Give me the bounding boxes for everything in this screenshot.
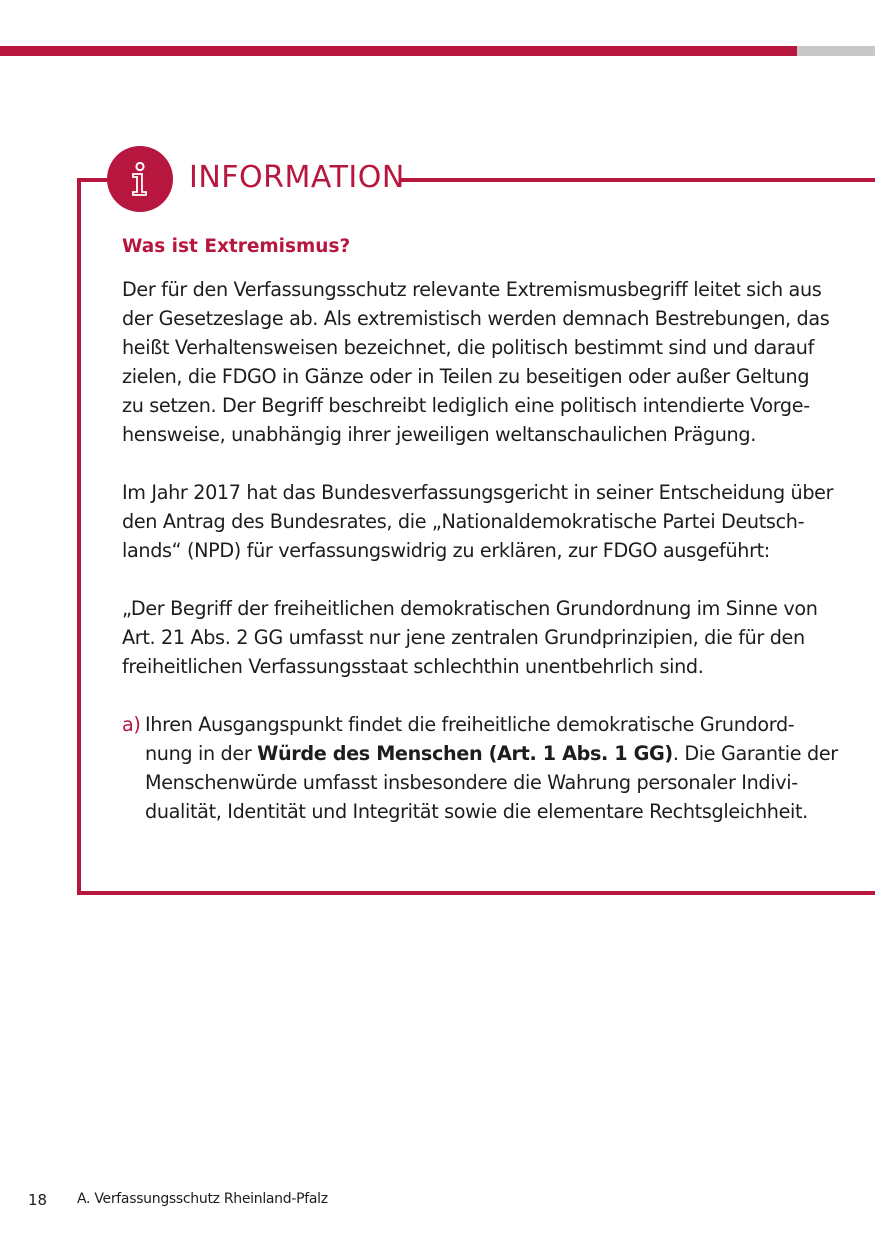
bold-text: Würde des Menschen (Art. 1 Abs. 1 GG) — [257, 742, 673, 765]
text-line: den Antrag des Bundesrates, die „Nationaldemokratische Partei Deutsch- — [122, 510, 805, 533]
text-line: heißt Verhaltensweisen bezeichnet, die politisch bestimmt sind und darauf — [122, 336, 815, 359]
info-box-border-top-right — [400, 178, 875, 182]
paragraph-court-decision — [122, 478, 834, 565]
text-line: zielen, die FDGO in Gänze oder in Teilen zu beseitigen oder außer Geltung — [122, 365, 810, 388]
text-line: lands“ (NPD) für verfassungswidrig zu erklären, zur FDGO ausgeführt: — [122, 539, 770, 562]
top-accent-bar — [0, 46, 797, 56]
list-marker: a) — [122, 713, 141, 736]
text-line: der Gesetzeslage ab. Als extremistisch werden demnach Bestrebungen, das — [122, 307, 830, 330]
text-line: Ihren Ausgangspunkt findet die freiheitliche demokratische Grundord- — [145, 713, 795, 736]
text-line: dualität, Identität und Integrität sowie die elementare Rechtsgleichheit. — [145, 800, 808, 823]
text-line: zu setzen. Der Begriff beschreibt lediglich eine politisch intendierte Vorge- — [122, 394, 810, 417]
info-box-content — [122, 232, 838, 826]
info-box-border-bottom — [77, 891, 875, 895]
paragraph-quote — [122, 594, 818, 681]
text-line: hensweise, unabhängig ihrer jeweiligen weltanschaulichen Prägung. — [122, 423, 756, 446]
text-line: freiheitlichen Verfassungsstaat schlechthin unentbehrlich sind. — [122, 655, 704, 678]
text-line: Im Jahr 2017 hat das Bundesverfassungsgericht in seiner Entscheidung über — [122, 481, 834, 504]
text-line: Art. 21 Abs. 2 GG umfasst nur jene zentralen Grundprinzipien, die für den — [122, 626, 805, 649]
text-line: Menschenwürde umfasst insbesondere die Wahrung personaler Indivi- — [145, 771, 798, 794]
info-box-border-left — [77, 178, 81, 895]
info-box-border-top-left — [77, 178, 109, 182]
text-segment: . Die Garantie der — [672, 742, 838, 765]
footer-section-title: A. Verfassungsschutz Rheinland-Pfalz — [77, 1191, 328, 1207]
info-box-heading: INFORMATION — [189, 160, 405, 195]
list-item-a — [122, 710, 838, 826]
top-gray-bar — [797, 46, 875, 56]
info-icon — [107, 146, 173, 212]
text-line: Der für den Verfassungsschutz relevante Extremismusbegriff leitet sich aus — [122, 278, 822, 301]
info-box-subheading: Was ist Extremismus? — [122, 236, 351, 257]
page-number: 18 — [28, 1191, 48, 1209]
paragraph-extremism-definition — [122, 275, 830, 449]
text-line: „Der Begriff der freiheitlichen demokratischen Grundordnung im Sinne von — [122, 597, 818, 620]
text-segment: nung in der — [145, 742, 258, 765]
text-line — [145, 739, 838, 768]
